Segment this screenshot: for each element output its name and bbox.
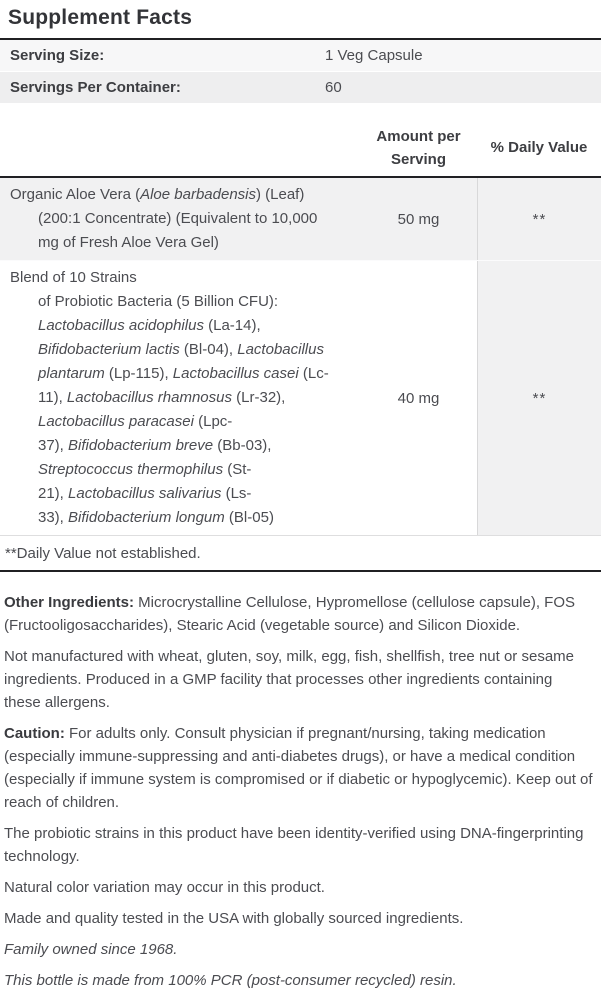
ingredient-line: [10, 314, 360, 338]
paragraph-label: Other Ingredients:: [4, 594, 135, 611]
serving-info: [0, 40, 601, 103]
species-name: Lactobacillus: [237, 341, 324, 358]
ingredient-text: (Bb-03),: [213, 437, 272, 454]
paragraph: Natural color variation may occur in this product.: [4, 879, 325, 896]
ingredient-name: [0, 178, 360, 260]
ingredient-text: (Bl-05): [224, 509, 274, 526]
species-name: Bifidobacterium breve: [68, 437, 214, 454]
serving-size-row: [0, 40, 601, 72]
daily-value-footnote: **Daily Value not established.: [5, 544, 201, 562]
ingredient-text: (Lr-32),: [232, 389, 286, 406]
ingredient-text: (Lpc-: [193, 413, 233, 430]
species-name: plantarum: [38, 365, 105, 382]
ingredient-line: [10, 290, 360, 314]
ingredient-text: Organic Aloe Vera (: [10, 186, 141, 203]
species-name: Bifidobacterium lactis: [38, 341, 180, 358]
ingredient-text: 37),: [38, 437, 69, 454]
ingredient-row: [0, 260, 601, 535]
amount-per-serving-header: Amount per Serving: [376, 127, 461, 168]
ingredient-text: 11),: [38, 389, 67, 406]
species-name: Streptococcus thermophilus: [38, 461, 224, 478]
ingredient-line: [10, 266, 360, 290]
paragraph: This bottle is made from 100% PCR (post-consumer recycled) resin.: [4, 972, 457, 989]
footnote-row: [0, 535, 601, 572]
ingredient-line: [10, 362, 360, 386]
ingredient-text: (Bl-04),: [179, 341, 238, 358]
daily-value-header: % Daily Value: [490, 139, 588, 156]
ingredient-text: (200:1 Concentrate) (Equivalent to 10,000: [38, 210, 318, 227]
ingredient-line: [10, 506, 360, 530]
ingredient-text: (Ls-: [221, 485, 252, 502]
ingredient-line: [10, 386, 360, 410]
paragraph: Caution: For adults only. Consult physician if pregnant/nursing, taking medication (especially immune-suppressing and anti-diabetes drugs), or have a medical condition (especially if immune system is compromised or if diabetic or hypoglycemic). Keep out of reach of children.: [4, 725, 593, 811]
species-name: Lactobacillus acidophilus: [38, 317, 204, 334]
amount-value: 50 mg: [397, 210, 440, 228]
paragraph: The probiotic strains in this product have been identity-verified using DNA-fingerprinting technology.: [4, 825, 584, 865]
servings-per-container-label: Servings Per Container:: [10, 79, 181, 96]
ingredient-line: [10, 410, 360, 434]
ingredient-line: [10, 207, 360, 231]
ingredient-line: [10, 434, 360, 458]
ingredient-text: (Lc-: [298, 365, 329, 382]
ingredient-text: 21),: [38, 485, 69, 502]
serving-size-label: Serving Size:: [10, 47, 105, 64]
paragraph: Family owned since 1968.: [4, 941, 178, 958]
ingredient-line: [10, 482, 360, 506]
species-name: Lactobacillus salivarius: [68, 485, 222, 502]
ingredient-text: ) (Leaf): [256, 186, 305, 203]
species-name: Aloe barbadensis: [140, 186, 256, 203]
ingredient-row: [0, 178, 601, 260]
ingredient-text: (Lp-115),: [104, 365, 173, 382]
amount-value: 40 mg: [397, 389, 440, 407]
ingredient-line: [10, 458, 360, 482]
ingredient-line: [10, 183, 360, 207]
ingredient-text: mg of Fresh Aloe Vera Gel): [38, 234, 219, 251]
paragraph: Made and quality tested in the USA with globally sourced ingredients.: [4, 910, 464, 927]
paragraph: Not manufactured with wheat, gluten, soy, milk, egg, fish, shellfish, tree nut or sesame ingredients. Produced in a GMP facility that processes other ingredients containing these allergens.: [4, 648, 574, 711]
species-name: Lactobacillus rhamnosus: [66, 389, 232, 406]
ingredient-table: [0, 178, 601, 535]
daily-value: **: [477, 261, 601, 535]
ingredient-text: 33),: [38, 509, 69, 526]
serving-size-value: 1 Veg Capsule: [325, 47, 423, 64]
table-header: [0, 103, 601, 178]
ingredient-text: of Probiotic Bacteria (5 Billion CFU):: [38, 293, 279, 310]
servings-per-container-value: 60: [325, 79, 342, 96]
servings-per-container-row: [0, 72, 601, 103]
ingredient-line: [10, 231, 360, 255]
species-name: Lactobacillus casei: [172, 365, 299, 382]
ingredient-text: (St-: [223, 461, 252, 478]
ingredient-text: Blend of 10 Strains: [10, 269, 137, 286]
ingredient-text: (La-14),: [203, 317, 261, 334]
paragraph: Other Ingredients: Microcrystalline Cellulose, Hypromellose (cellulose capsule), FOS (Fructooligosaccharides), Stearic Acid (vegetable source) and Silicon Dioxide.: [4, 594, 575, 634]
footer-text: [0, 572, 601, 992]
ingredient-line: [10, 338, 360, 362]
paragraph-label: Caution:: [4, 725, 65, 742]
daily-value: **: [477, 178, 601, 260]
species-name: Bifidobacterium longum: [68, 509, 225, 526]
page-title: Supplement Facts: [8, 6, 193, 29]
ingredient-name: [0, 261, 360, 535]
species-name: Lactobacillus paracasei: [38, 413, 194, 430]
